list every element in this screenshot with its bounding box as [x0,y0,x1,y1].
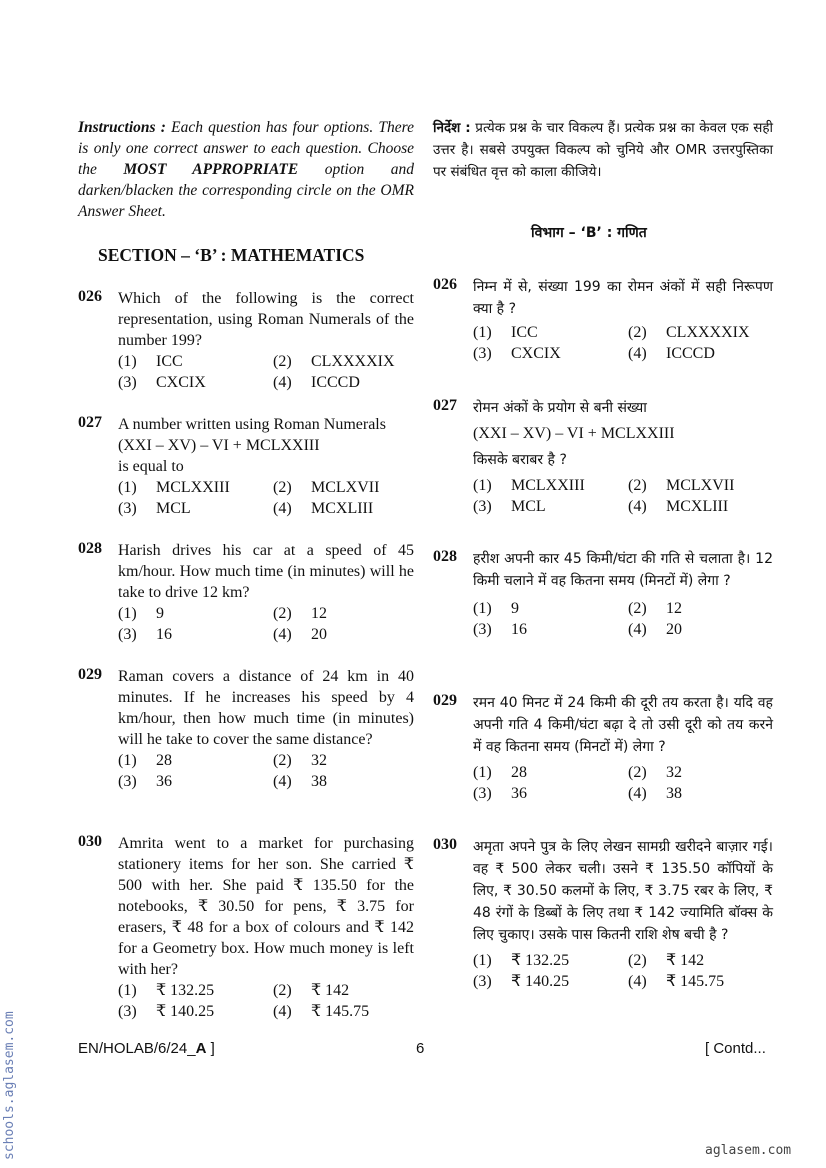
instructions-label-en: Instructions : [78,119,166,136]
instructions-text-en-2: option and darken/blacken the corresponding circle on the OMR Answer Sheet. [78,161,414,220]
question-text: Raman covers a distance of 24 km in 40 minutes. If he increases his speed by 4 km/hour, then how much time (in minutes) will he take to cover the same distance? [118,668,414,748]
option: (3) CXCIX [118,374,206,391]
option: (4) ₹ 145.75 [273,1003,370,1020]
option: (4) MCXLIII [628,498,729,515]
question-number: 030 [78,833,102,850]
option: (3) ₹ 140.25 [118,1003,215,1020]
question-expression: (XXI – XV) – VI + MCLXXIII [118,437,320,454]
option: (3) 36 [473,785,527,802]
option: (2) 32 [273,752,327,769]
option: (2) MCLXVII [628,477,735,494]
question-text: Amrita went to a market for purchasing stationery items for her son. She carried ₹ 500 with her. She paid ₹ 135.50 for the notebooks, ₹ 30.50 for pens, ₹ 3.75 for erasers, ₹ 48 for a box of colours and ₹ 142 for a Geometry box. How much money is left with her? [118,835,414,978]
page-number: 6 [416,1040,425,1057]
option: (3) CXCIX [473,345,561,362]
question-expression: (XXI – XV) – VI + MCLXXIII [473,425,675,442]
question-number: 028 [433,548,457,565]
question-hi-026 [433,276,773,364]
option: (4) ICCCD [628,345,715,362]
instructions-hi [433,117,773,183]
option: (1) ₹ 132.25 [118,982,215,999]
side-watermark: schools.aglasem.com [2,1011,17,1160]
option: (1) 28 [473,764,527,781]
question-text: हरीश अपनी कार 45 किमी/घंटा की गति से चलाता है। 12 किमी चलाने में वह कितना समय (मिनटों में) लेगा ? [473,551,773,589]
question-hi-027 [433,397,773,517]
option: (4) 38 [273,773,327,790]
option: (4) 38 [628,785,682,802]
section-title-en: SECTION – ‘B’ : MATHEMATICS [98,245,365,265]
option: (4) 20 [628,621,682,638]
option: (2) CLXXXXIX [628,324,750,341]
option: (4) ₹ 145.75 [628,973,725,990]
question-text: रमन 40 मिनट में 24 किमी की दूरी तय करता है। यदि वह अपनी गति 4 किमी/घंटा बढ़ा दे तो उसी दूरी को तय करने में वह कितना समय (मिनटों में) लेगा ? [473,695,773,755]
option: (3) 16 [118,626,172,643]
option: (3) MCL [473,498,546,515]
question-text: अमृता अपने पुत्र के लिए लेखन सामग्री खरीदने बाज़ार गई। वह ₹ 500 लेकर चली। उसने ₹ 135.50 कॉपियों के लिए, ₹ 30.50 कलमों के लिए, ₹ 3.75 रबर के लिए, ₹ 48 रंगों के डिब्बों के लिए तथा ₹ 142 ज्यामिति बॉक्स के लिए चुकाए। उसके पास कितनी राशि शेष बची है ? [473,839,773,943]
question-text: Harish drives his car at a speed of 45 km/hour. How much time (in minutes) will he take to drive 12 km? [118,542,414,601]
option: (2) 12 [273,605,327,622]
question-text: रोमन अंकों के प्रयोग से बनी संख्या [473,400,647,416]
question-en-029 [78,666,414,792]
question-hi-029 [433,692,773,804]
option: (1) ICC [473,324,538,341]
option: (4) MCXLIII [273,500,374,517]
question-text: निम्न में से, संख्या 199 का रोमन अंकों में सही निरूपण क्या है ? [473,279,773,317]
option: (3) MCL [118,500,191,517]
question-en-027 [78,414,414,519]
question-number: 030 [433,836,457,853]
question-number: 028 [78,540,102,557]
option: (2) 32 [628,764,682,781]
option: (2) ₹ 142 [628,952,705,969]
option: (1) MCLXXIII [473,477,585,494]
section-title-hi: विभाग – ‘B’ : गणित [531,225,647,241]
instructions-text-en-1: Each question has four options. There is only one correct answer to each question. Choose the [78,119,415,178]
question-number: 029 [78,666,102,683]
question-text: A number written using Roman Numerals [118,416,386,433]
option: (3) 36 [118,773,172,790]
option: (1) MCLXXIII [118,479,230,496]
option: (1) 9 [118,605,164,622]
question-hi-028 [433,548,773,640]
question-text: Which of the following is the correct representation, using Roman Numerals of the number 199? [118,290,414,349]
question-number: 026 [433,276,457,293]
instructions-label-hi: निर्देश : [433,120,471,136]
option: (3) 16 [473,621,527,638]
booklet-code: EN/HOLAB/6/24_A ] [78,1040,215,1057]
continued-label: [ Contd... [705,1040,766,1057]
option: (1) ₹ 132.25 [473,952,570,969]
question-number: 029 [433,692,457,709]
option: (1) 9 [473,600,519,617]
instructions-text-hi: प्रत्येक प्रश्न के चार विकल्प हैं। प्रत्येक प्रश्न का केवल एक सही उत्तर है। सबसे उपयुक्त विकल्प को चुनिये और OMR उत्तरपुस्तिका पर संबंधित वृत्त को काला कीजिये। [433,120,773,180]
booklet-set: A [195,1040,207,1057]
option: (2) ₹ 142 [273,982,350,999]
option: (4) ICCCD [273,374,360,391]
question-text: किसके बराबर है ? [473,452,567,468]
question-text: is equal to [118,458,184,475]
bottom-watermark: aglasem.com [705,1143,792,1158]
option: (1) 28 [118,752,172,769]
option: (1) ICC [118,353,183,370]
question-number: 027 [78,414,102,431]
question-en-028 [78,540,414,645]
question-en-030 [78,833,414,1022]
option: (3) ₹ 140.25 [473,973,570,990]
option: (2) 12 [628,600,682,617]
instructions-bold-en: MOST APPROPRIATE [123,161,299,178]
option: (2) MCLXVII [273,479,380,496]
instructions-en [78,117,414,222]
question-en-026 [78,288,414,393]
option: (2) CLXXXXIX [273,353,395,370]
option: (4) 20 [273,626,327,643]
question-hi-030 [433,836,773,992]
question-number: 026 [78,288,102,305]
question-number: 027 [433,397,457,414]
